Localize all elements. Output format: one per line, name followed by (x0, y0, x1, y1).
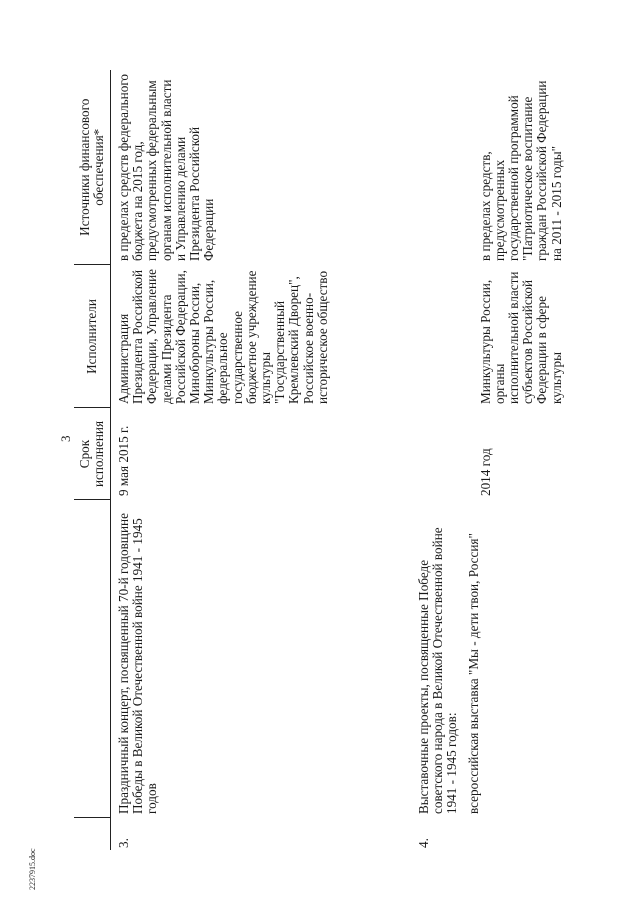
page-number: 3 (58, 435, 73, 442)
row-number: 3. (116, 838, 131, 848)
table-header-row (74, 70, 111, 850)
row-executors: Администрация Президента Российской Федерации, Управление делами Президента Российской Федерации, Минобороны России, Минкультуры России, федеральное государственное бюджетное учреждение культуры "Государственный Кремлевский Дворец", Российское военно-историческое общество (116, 268, 330, 404)
table-row (411, 70, 564, 850)
rotated-content (58, 70, 564, 850)
row-term: 2014 год (477, 448, 493, 496)
row-name-cell (411, 500, 564, 818)
header-term: Срок исполнения (74, 408, 111, 500)
row-name: Выставочные проекты, посвященные Победе советского народа в Великой Отечественной войне 1941 - 1945 годов: (415, 527, 459, 814)
row-term: 9 мая 2015 г. (116, 425, 131, 496)
header-number (74, 818, 111, 850)
measures-table (74, 70, 564, 850)
header-name (74, 500, 111, 818)
header-sources: Источники финансового обеспечения* (74, 70, 111, 265)
row-executors: Минкультуры России, органы исполнительной власти субъектов Российской Федерации в сфере культуры (477, 271, 564, 404)
footer-filename (28, 832, 40, 892)
table-row (111, 70, 411, 850)
row-name: Праздничный концерт, посвященный 70-й годовщине Победы в Великой Отечественной войне 1941 - 1945 годов (116, 513, 160, 814)
row-sub-name: всероссийская выставка "Мы - дети твои, Россия" (466, 533, 482, 814)
footer-text: 2237915.doc (28, 848, 37, 890)
row-sources: в пределах средств, предусмотренных государственной программой "Патриотическое воспитание граждан Российской Федерации на 2011 - 2015 годы" (477, 80, 564, 261)
row-number: 4. (415, 838, 431, 848)
header-executors: Исполнители (74, 265, 111, 408)
row-sources: в пределах средств федерального бюджета на 2015 год, предусмотренных федеральным органам исполнительной власти и Управлению делами Президента Российской Федерации (116, 74, 217, 261)
